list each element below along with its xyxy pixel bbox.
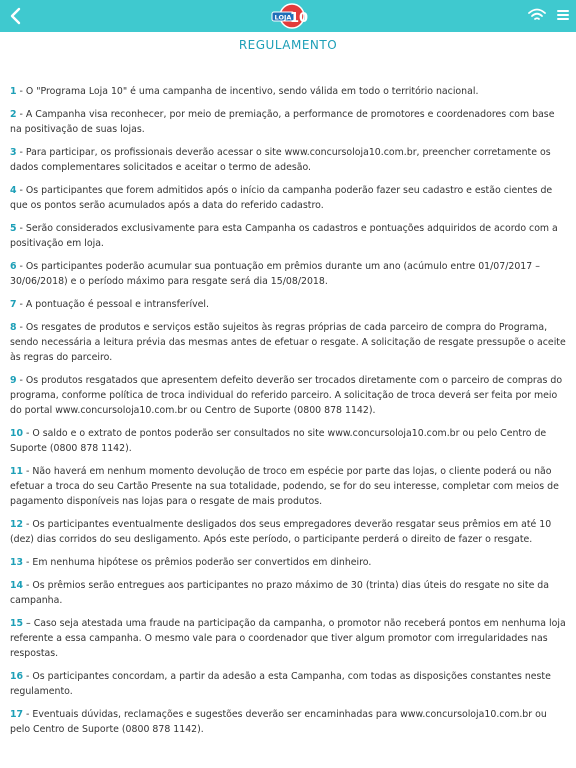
rule-number: 4 (10, 185, 17, 196)
rule-text: - O "Programa Loja 10" é uma campanha de incentivo, sendo válida em todo o território nacional. (16, 86, 479, 97)
rule-text: - O saldo e o extrato de pontos poderão ser consultados no site www.concursoloja10.com.br ou pelo Centro de Suporte (0800 878 1142). (10, 428, 547, 454)
rule-text: - Os prêmios serão entregues aos participantes no prazo máximo de 30 (trinta) dias úteis do resgate no site da campanha. (10, 580, 550, 606)
rules-list (10, 84, 566, 745)
rule-item (10, 517, 566, 547)
rule-text: – Caso seja atestada uma fraude na participação da campanha, o promotor não receberá pontos em nenhuma loja referente a essa campanha. O mesmo vale para o coordenador que tiver algum promotor com irregularidades nas respostas. (10, 618, 566, 659)
rule-number: 7 (10, 299, 17, 310)
rule-number: 16 (10, 671, 24, 682)
rule-number: 15 (10, 618, 24, 629)
rule-item (10, 707, 566, 737)
rule-text: - A pontuação é pessoal e intransferível. (16, 299, 209, 310)
rule-item (10, 145, 566, 175)
rule-item (10, 183, 566, 213)
rule-number: 1 (10, 86, 17, 97)
rule-text: - Os resgates de produtos e serviços estão sujeitos às regras próprias de cada parceiro de compra do Programa, sendo necessária a leitura prévia das mesmas antes de efetuar o resgate. A solicitação de resgate pressupõe o aceite às regras do parceiro. (10, 322, 566, 363)
rule-item (10, 297, 566, 312)
rule-number: 5 (10, 223, 17, 234)
rule-number: 13 (10, 557, 24, 568)
rule-text: - Eventuais dúvidas, reclamações e sugestões deverão ser encaminhadas para www.concursoloja10.com.br ou pelo Centro de Suporte (0800 878 1142). (10, 709, 547, 735)
rule-number: 6 (10, 261, 17, 272)
rule-item (10, 259, 566, 289)
rule-item (10, 320, 566, 365)
svg-text:LOJA: LOJA (274, 13, 292, 22)
rule-number: 2 (10, 109, 17, 120)
rule-text: - Os participantes que forem admitidos após o início da campanha poderão fazer seu cadastro e estão cientes de que os pontos serão acumulados após a data do referido cadastro. (10, 185, 553, 211)
rule-item (10, 426, 566, 456)
rule-text: - Para participar, os profissionais deverão acessar o site www.concursoloja10.com.br, preencher corretamente os dados complementares solicitados e aceitar o termo de adesão. (10, 147, 551, 173)
rule-number: 14 (10, 580, 24, 591)
rule-item (10, 464, 566, 509)
rule-text: - A Campanha visa reconhecer, por meio de premiação, a performance de promotores e coordenadores com base na positivação de suas lojas. (10, 109, 555, 135)
rule-text: - Os participantes poderão acumular sua pontuação em prêmios durante um ano (acúmulo entre 01/07/2017 – 30/06/2018) e o período máximo para resgate será dia 15/08/2018. (10, 261, 540, 287)
rule-number: 10 (10, 428, 24, 439)
rule-item (10, 84, 566, 99)
wifi-icon (528, 8, 546, 22)
rule-text: - Os produtos resgatados que apresentem defeito deverão ser trocados diretamente com o parceiro de compras do programa, conforme política de troca individual do referido parceiro. A solicitação de troca deverá ser feita por meio do portal www.concursoloja10.com.br ou Centro de Suporte (0800 878 1142). (10, 375, 563, 416)
rule-text: - Serão considerados exclusivamente para esta Campanha os cadastros e pontuações adquiridos de acordo com a positivação em loja. (10, 223, 558, 249)
rule-number: 11 (10, 466, 24, 477)
rule-number: 3 (10, 147, 17, 158)
rule-number: 17 (10, 709, 24, 720)
page-title: REGULAMENTO (238, 38, 338, 52)
rule-item (10, 221, 566, 251)
rule-number: 8 (10, 322, 17, 333)
rule-item (10, 555, 566, 570)
rule-item (10, 669, 566, 699)
top-bar (0, 0, 576, 32)
rule-item (10, 578, 566, 608)
rule-text: - Os participantes concordam, a partir da adesão a esta Campanha, com todas as disposições constantes neste regulamento. (10, 671, 551, 697)
rule-number: 12 (10, 519, 24, 530)
rule-item (10, 373, 566, 418)
svg-text:10: 10 (289, 11, 309, 26)
rule-number: 9 (10, 375, 17, 386)
rule-item (10, 107, 566, 137)
rule-item (10, 616, 566, 661)
menu-icon[interactable] (556, 8, 570, 22)
rule-text: - Em nenhuma hipótese os prêmios poderão ser convertidos em dinheiro. (23, 557, 372, 568)
rule-text: - Os participantes eventualmente desligados dos seus empregadores deverão resgatar seus prêmios em até 10 (dez) dias corridos do seu desligamento. Após este período, o participante perderá o direito de fazer o resgate. (10, 519, 552, 545)
loja10-logo (268, 2, 312, 30)
rule-text: - Não haverá em nenhum momento devolução de troco em espécie por parte das lojas, o cliente poderá ou não efetuar a troca do seu Cartão Presente na sua totalidade, podendo, se for do seu interesse, completar com meios de pagamento disponíveis nas lojas para o resgate de mais produtos. (10, 466, 559, 507)
chevron-left-icon[interactable] (6, 6, 26, 26)
